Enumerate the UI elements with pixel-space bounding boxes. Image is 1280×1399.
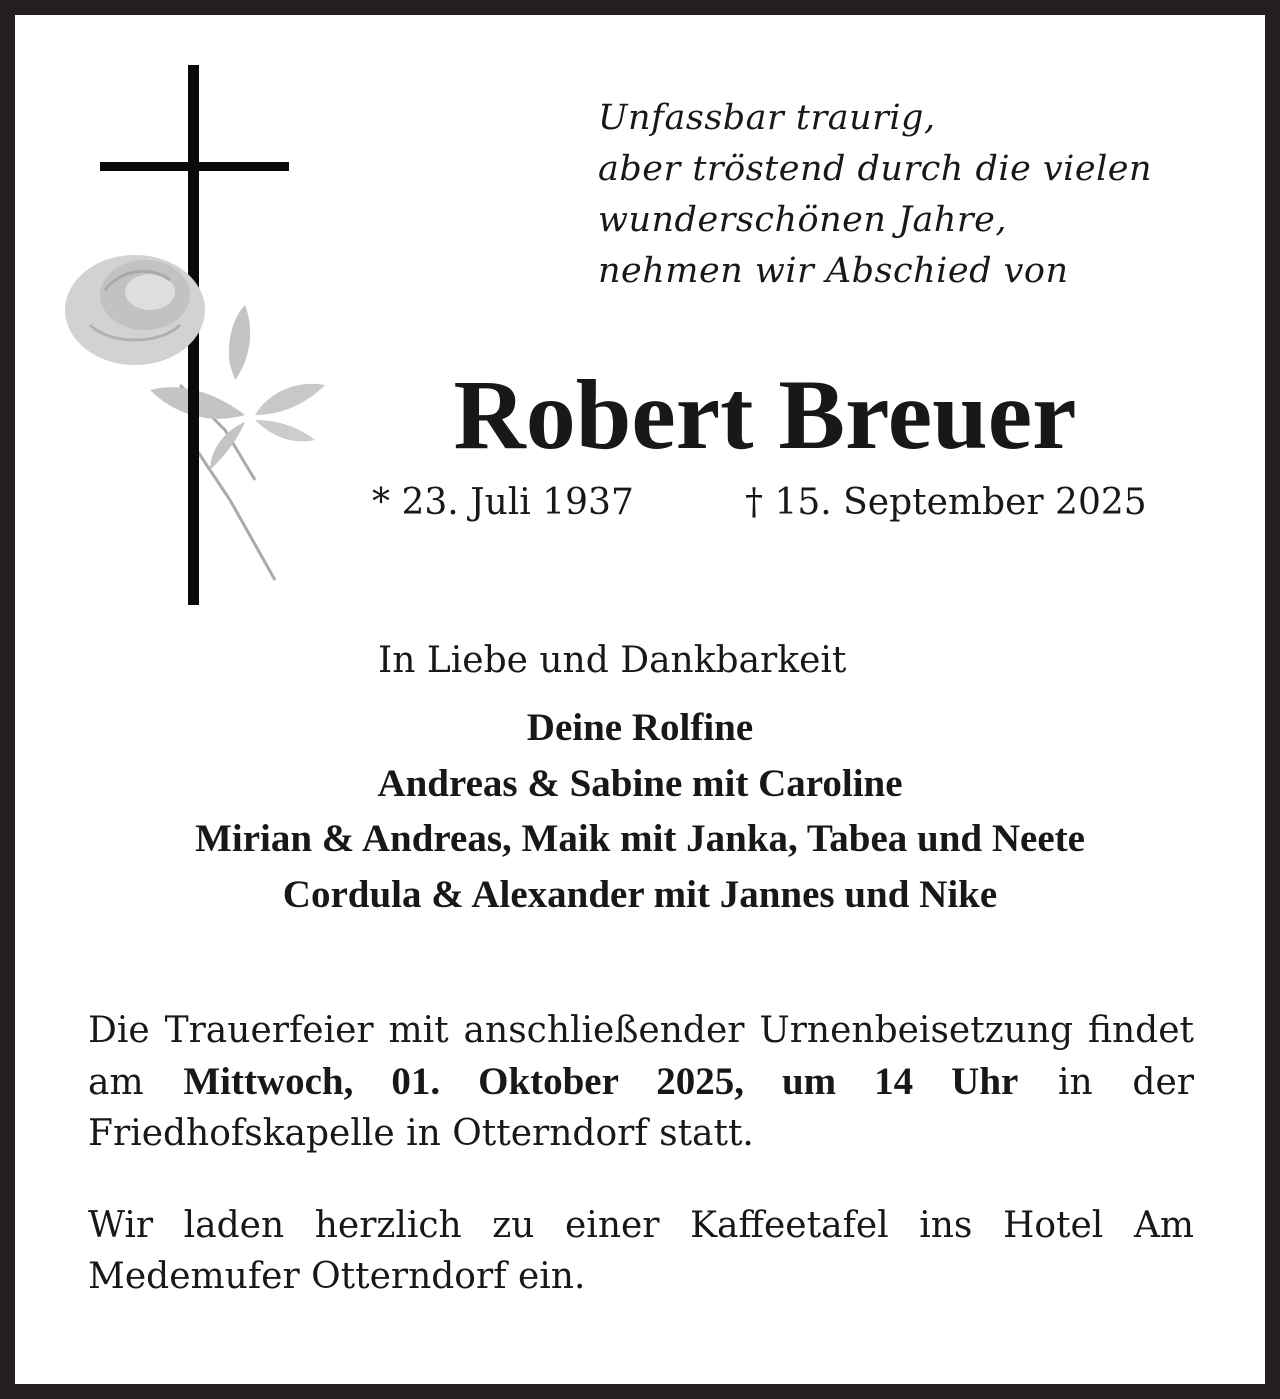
ceremony-date: Mittwoch, 01. Oktober 2025, um 14 Uhr <box>183 1060 1019 1103</box>
birth-date: * 23. Juli 1937 <box>372 482 634 523</box>
ceremony-text: Die Trauerfeier mit anschließender Urnenbeisetzung findet am <box>88 1010 1194 1103</box>
opening-quote <box>598 93 1152 297</box>
intro-line: In Liebe und Dankbarkeit <box>378 640 847 681</box>
invitation-paragraph: Wir laden herzlich zu einer Kaffeetafel ins Hotel Am Medemufer Otterndorf ein. <box>88 1205 1194 1297</box>
quote-line: aber tröstend durch die vielen <box>598 149 1153 189</box>
cross-rose-illustration <box>50 60 340 610</box>
family-list <box>40 700 1240 922</box>
family-line: Cordula & Alexander mit Jannes und Nike <box>282 872 998 916</box>
quote-line: Unfassbar traurig, <box>598 98 936 138</box>
family-line: Andreas & Sabine mit Caroline <box>377 761 903 805</box>
death-date: † 15. September 2025 <box>745 482 1147 523</box>
deceased-name: Robert Breuer <box>453 359 1077 470</box>
ceremony-location: in der Friedhofskapelle in Otterndorf statt. <box>88 1062 1194 1154</box>
family-line: Mirian & Andreas, Maik mit Janka, Tabea und Neete <box>195 817 1085 860</box>
quote-line: nehmen wir Abschied von <box>598 251 1069 291</box>
ceremony-paragraph <box>88 1005 1194 1159</box>
quote-line: wunderschönen Jahre, <box>598 200 1007 240</box>
family-line: Deine Rolfine <box>526 706 754 749</box>
